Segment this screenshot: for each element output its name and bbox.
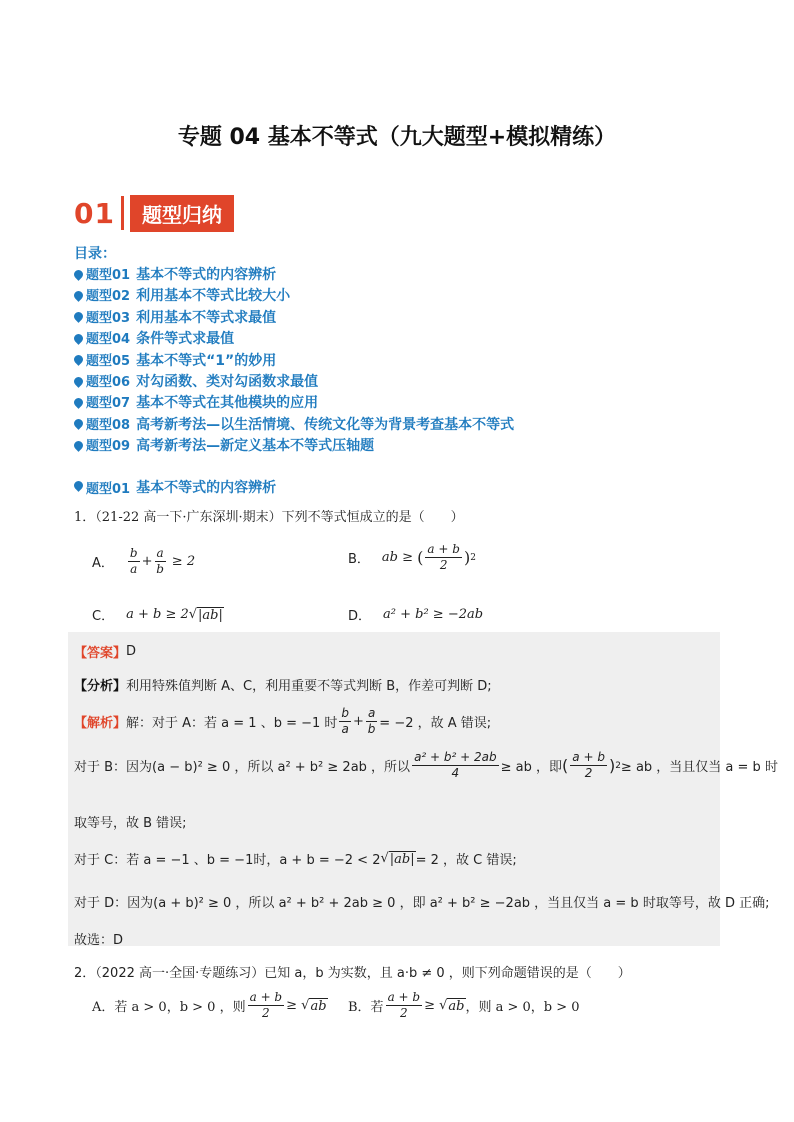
solution-line-2: 对于 B：因为(a − b)² ≥ 0 ，所以 a² + b² ≥ 2ab ，所以 $\frac{\text{a² + b² + 2ab}}{4}$ ≥ ab ，即 ( $\frac{a + b}{2}$ ) 2 ≥ ab ，当且仅当 a = b 时	[74, 750, 778, 780]
toc-item[interactable]: 题型04 条件等式求最值	[74, 329, 514, 350]
option-d[interactable]: D． a² + b² ≥ −2ab	[348, 607, 484, 624]
map-pin-icon	[74, 291, 83, 303]
map-pin-icon	[74, 419, 83, 431]
page-title: 专题 04 基本不等式（九大题型+模拟精练）	[177, 125, 617, 150]
toc-item[interactable]: 题型01 基本不等式的内容辨析	[74, 265, 514, 286]
solution-line-5: 对于 D：因为(a + b)² ≥ 0 ，所以 a² + b² + 2ab ≥ 0 ，即 a² + b² ≥ −2ab ，当且仅当 a = b 时取等号，故 D 正确;	[74, 896, 770, 911]
option-a[interactable]: A． $\frac{b}{a}$ + $\frac{a}{b}$ ≥ 2	[92, 546, 196, 576]
map-pin-icon	[74, 398, 83, 410]
table-of-contents	[74, 244, 514, 458]
toc-item[interactable]: 题型07 基本不等式在其他模块的应用	[74, 393, 514, 414]
toc-item[interactable]: 题型02 利用基本不等式比较大小	[74, 286, 514, 307]
question-2-stem: 2．（2022 高一·全国·专题练习）已知 a，b 为实数，且 a·b ≠ 0 ，则下列命题错误的是（ ）	[74, 966, 631, 981]
map-pin-icon	[74, 441, 83, 453]
map-pin-icon	[74, 355, 83, 367]
section-number: 01	[74, 196, 115, 230]
section-header	[74, 193, 234, 233]
option-b[interactable]: B． ab ≥ ( $\frac{a + b}{2}$ ) 2	[348, 542, 476, 572]
option-b[interactable]: B．若 $\frac{a + b}{2}$ ≥ √ ab ，则 a > 0，b > 0	[348, 990, 580, 1020]
solution-line-6: 故选：D	[74, 933, 124, 948]
solution-line-1: 【解析】 解：对于 A：若 a = 1 、b = −1 时 $\frac{b}{a}$ + $\frac{a}{b}$ = −2 ，故 A 错误;	[74, 706, 492, 736]
option-c[interactable]: C． a + b ≥ 2 √ |ab|	[92, 606, 223, 624]
analysis-line: 【分析】 利用特殊值判断 A、C，利用重要不等式判断 B，作差可判断 D;	[74, 679, 492, 694]
toc-title: 目录：	[74, 246, 116, 262]
map-pin-icon	[74, 334, 83, 346]
toc-item[interactable]: 题型09 高考新考法—新定义基本不等式压轴题	[74, 436, 514, 457]
section-divider	[121, 196, 124, 230]
map-pin-icon	[74, 481, 83, 493]
toc-item[interactable]: 题型06 对勾函数、类对勾函数求最值	[74, 372, 514, 393]
map-pin-icon	[74, 312, 83, 324]
answer-line: 【答案】 D	[74, 644, 137, 661]
map-pin-icon	[74, 377, 83, 389]
toc-item[interactable]: 题型03 利用基本不等式求最值	[74, 308, 514, 329]
subsection-heading: 题型01 基本不等式的内容辨析	[74, 477, 276, 497]
solution-line-4: 对于 C：若 a = −1 、b = −1时，a + b = −2 < 2 √ |ab| = 2 ，故 C 错误;	[74, 850, 517, 868]
option-a[interactable]: A．若 a > 0，b > 0 ，则 $\frac{a + b}{2}$ ≥ √ ab	[92, 990, 327, 1020]
solution-line-3: 取等号，故 B 错误;	[74, 816, 187, 831]
toc-item[interactable]: 题型08 高考新考法—以生活情境、传统文化等为背景考查基本不等式	[74, 415, 514, 436]
question-1-stem: 1．（21-22 高一下·广东深圳·期末）下列不等式恒成立的是（ ）	[74, 510, 464, 525]
map-pin-icon	[74, 270, 83, 282]
section-label: 题型归纳	[130, 195, 234, 232]
toc-item[interactable]: 题型05 基本不等式“1”的妙用	[74, 351, 514, 372]
